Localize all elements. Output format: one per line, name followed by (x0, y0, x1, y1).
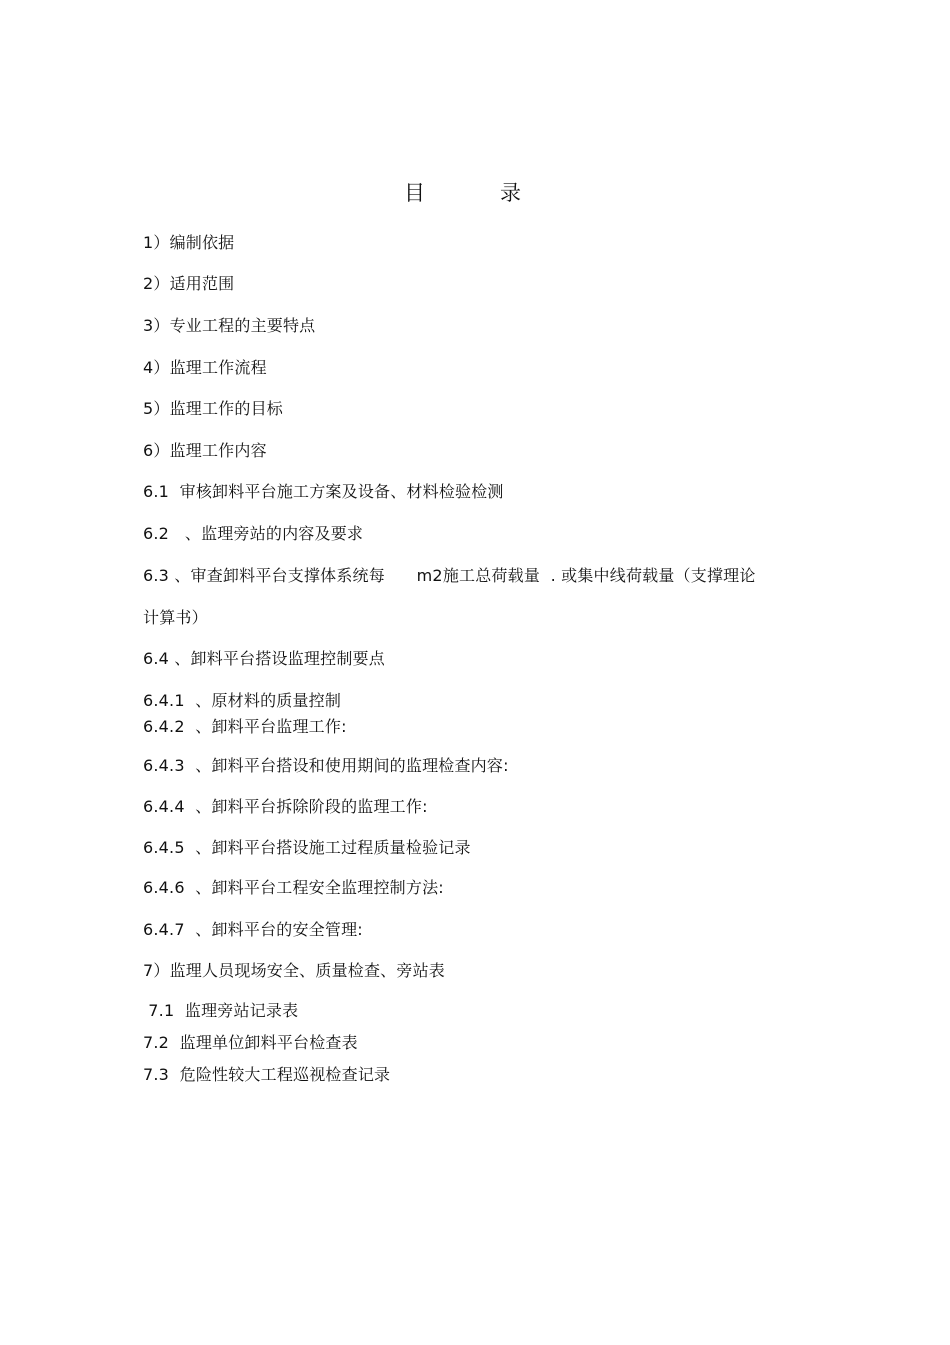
toc-entry-6-4-3: 6.4.3 、卸料平台搭设和使用期间的监理检查内容: (143, 756, 509, 775)
toc-entry-7-1: 7.1 监理旁站记录表 (143, 1001, 299, 1020)
toc-entry-4: 4）监理工作流程 (143, 358, 267, 377)
toc-entry-7: 7）监理人员现场安全、质量检查、旁站表 (143, 961, 445, 980)
toc-entry-6: 6）监理工作内容 (143, 441, 267, 460)
toc-entry-6-4-7: 6.4.7 、卸料平台的安全管理: (143, 920, 363, 939)
toc-entry-7-3: 7.3 危险性较大工程巡视检查记录 (143, 1065, 391, 1084)
toc-entry-2: 2）适用范围 (143, 274, 235, 293)
toc-entry-1: 1）编制依据 (143, 233, 235, 252)
toc-entry-5: 5）监理工作的目标 (143, 399, 283, 418)
toc-entry-3: 3）专业工程的主要特点 (143, 316, 316, 335)
toc-entry-6-4-6: 6.4.6 、卸料平台工程安全监理控制方法: (143, 878, 444, 897)
toc-title (0, 178, 950, 208)
toc-entry-7-2: 7.2 监理单位卸料平台检查表 (143, 1033, 358, 1052)
toc-entry-6-4-4: 6.4.4 、卸料平台拆除阶段的监理工作: (143, 797, 428, 816)
toc-entry-6-4-5: 6.4.5 、卸料平台搭设施工过程质量检验记录 (143, 838, 471, 857)
toc-entry-6-3: 6.3 、审查卸料平台支撑体系统每 m2施工总荷载量 . 或集中线荷载量（支撑理论 (143, 566, 756, 585)
toc-entry-6-1: 6.1 审核卸料平台施工方案及设备、材料检验检测 (143, 482, 504, 501)
toc-entry-6-4-2: 6.4.2 、卸料平台监理工作: (143, 717, 347, 736)
toc-entry-6-4-1: 6.4.1 、原材料的质量控制 (143, 691, 342, 710)
toc-title-char-1: 目 (404, 181, 425, 205)
toc-entry-6-2: 6.2 、监理旁站的内容及要求 (143, 524, 364, 543)
toc-entry-6-4: 6.4 、卸料平台搭设监理控制要点 (143, 649, 385, 668)
toc-title-char-2: 录 (500, 181, 521, 205)
toc-entry-6-3-cont: 计算书） (143, 608, 208, 627)
